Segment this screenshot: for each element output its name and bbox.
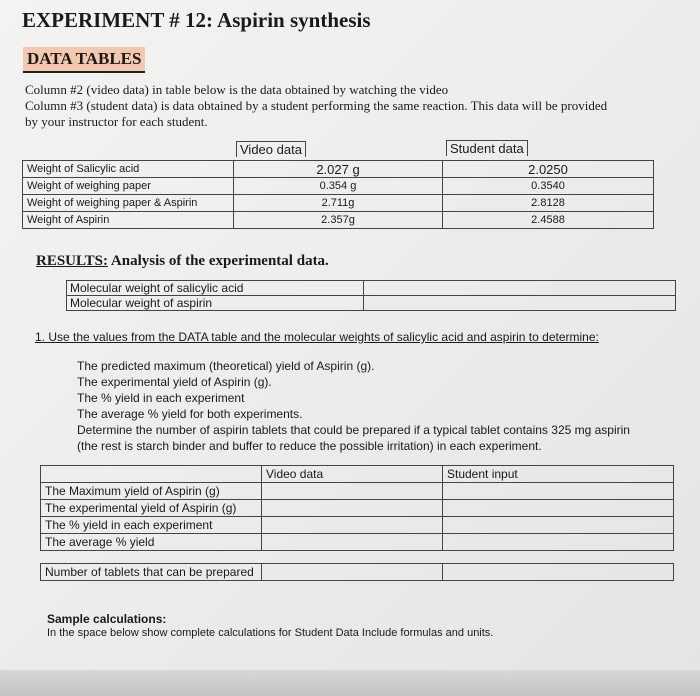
row-label: Weight of Aspirin xyxy=(23,212,234,229)
row-label: Weight of weighing paper xyxy=(23,178,234,195)
student-value: 0.3540 xyxy=(443,178,654,195)
data-table xyxy=(22,160,654,229)
spacer-cell xyxy=(41,551,262,564)
results-heading-text: Analysis of the experimental data. xyxy=(107,253,329,269)
table-row xyxy=(67,281,676,296)
table-row xyxy=(23,178,654,195)
answer-cell[interactable] xyxy=(262,534,443,551)
table-header-row xyxy=(41,466,674,483)
video-value: 2.027 g xyxy=(234,161,443,178)
video-value: 0.354 g xyxy=(234,178,443,195)
page-title: EXPERIMENT # 12: Aspirin synthesis xyxy=(22,8,371,32)
table-row xyxy=(41,517,674,534)
answer-cell[interactable] xyxy=(443,534,674,551)
results-label: RESULTS: xyxy=(36,253,108,269)
table-row xyxy=(67,296,676,311)
intro-line: by your instructor for each student. xyxy=(25,114,208,129)
results-heading xyxy=(36,253,329,270)
table-row xyxy=(23,195,654,212)
answer-cell[interactable] xyxy=(262,517,443,534)
answer-cell[interactable] xyxy=(364,281,676,296)
table-row xyxy=(23,161,654,178)
header-blank xyxy=(41,466,262,483)
table-row xyxy=(23,212,654,229)
intro-line: Column #3 (student data) is data obtained by a student performing the same reaction. This data will be provided xyxy=(25,98,608,113)
video-data-header: Video data xyxy=(236,141,306,157)
answer-cell[interactable] xyxy=(364,296,676,311)
question-text: 1. Use the values from the DATA table and the molecular weights of salicylic acid and aspirin to determine: xyxy=(35,330,599,344)
molecular-weight-table xyxy=(66,280,676,311)
sample-calculations-text: In the space below show complete calculations for Student Data Include formulas and units. xyxy=(47,627,494,639)
video-value: 2.711g xyxy=(234,195,443,212)
student-value: 2.8128 xyxy=(443,195,654,212)
student-data-header: Student data xyxy=(446,140,528,156)
question-item: The % yield in each experiment xyxy=(77,391,245,405)
answer-cell[interactable] xyxy=(443,564,674,581)
intro-line: Column #2 (video data) in table below is the data obtained by watching the video xyxy=(25,82,449,97)
row-label: The experimental yield of Aspirin (g) xyxy=(41,500,262,517)
student-value: 2.0250 xyxy=(443,161,654,178)
row-label: Weight of Salicylic acid xyxy=(23,161,234,178)
answer-cell[interactable] xyxy=(443,517,674,534)
answer-cell[interactable] xyxy=(262,483,443,500)
answer-cell[interactable] xyxy=(443,500,674,517)
question-item: The predicted maximum (theoretical) yield of Aspirin (g). xyxy=(77,359,375,373)
question-item: The average % yield for both experiments. xyxy=(77,407,303,421)
table-row xyxy=(41,483,674,500)
bottom-shadow xyxy=(0,670,700,696)
table-row xyxy=(41,534,674,551)
row-label: Number of tablets that can be prepared xyxy=(41,564,262,581)
data-tables-label: DATA TABLES xyxy=(23,47,145,73)
spacer-row xyxy=(41,551,674,564)
student-input-header: Student input xyxy=(443,466,674,483)
student-value: 2.4588 xyxy=(443,212,654,229)
spacer-cell xyxy=(262,551,443,564)
intro-paragraph xyxy=(25,82,655,130)
sample-calculations-heading: Sample calculations: xyxy=(47,612,167,626)
answer-cell[interactable] xyxy=(443,483,674,500)
row-label: Molecular weight of salicylic acid xyxy=(67,281,364,296)
spacer-cell xyxy=(443,551,674,564)
table-row xyxy=(41,500,674,517)
row-label: Weight of weighing paper & Aspirin xyxy=(23,195,234,212)
row-label: Molecular weight of aspirin xyxy=(67,296,364,311)
answer-cell[interactable] xyxy=(262,500,443,517)
question-item: Determine the number of aspirin tablets that could be prepared if a typical tablet contains 325 mg aspirin (the rest is starch binder and buffer to reduce the possible irritation) in each experiment. xyxy=(77,423,630,453)
video-value: 2.357g xyxy=(234,212,443,229)
table-row xyxy=(41,564,674,581)
video-data-header: Video data xyxy=(262,466,443,483)
row-label: The Maximum yield of Aspirin (g) xyxy=(41,483,262,500)
question-item: The experimental yield of Aspirin (g). xyxy=(77,375,272,389)
question-items xyxy=(77,358,647,454)
yield-table xyxy=(40,465,674,581)
row-label: The % yield in each experiment xyxy=(41,517,262,534)
answer-cell[interactable] xyxy=(262,564,443,581)
row-label: The average % yield xyxy=(41,534,262,551)
